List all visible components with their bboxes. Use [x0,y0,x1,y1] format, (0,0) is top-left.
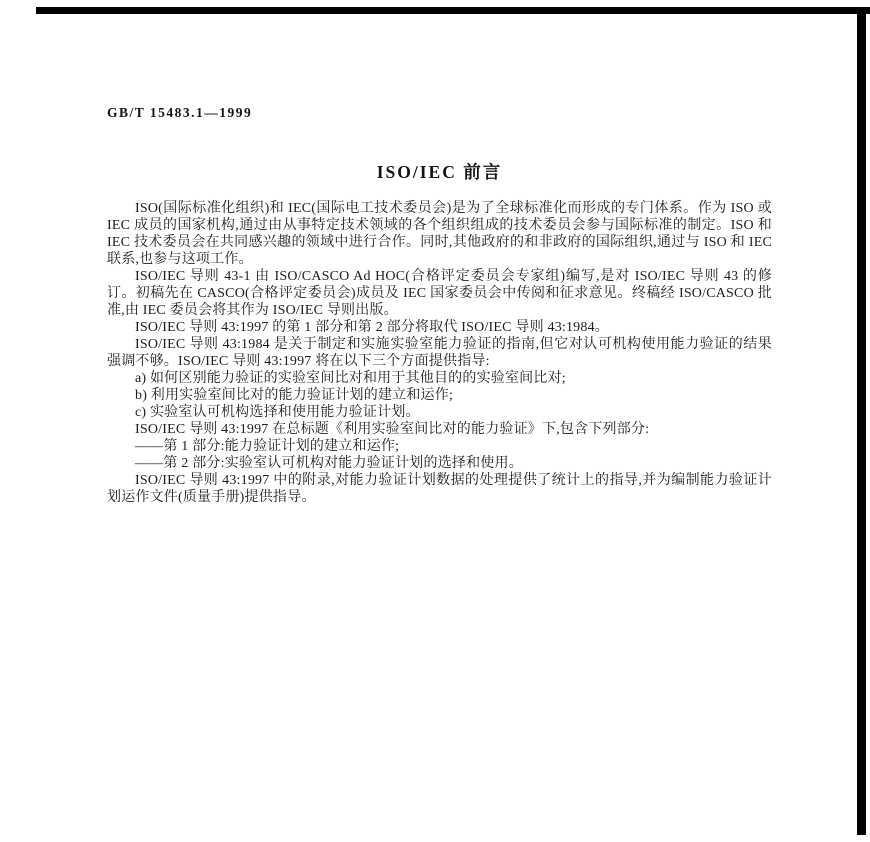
standard-code: GB/T 15483.1—1999 [107,105,253,120]
list-item: b) 利用实验室间比对的能力验证计划的建立和运作; [135,388,454,403]
paragraph: ISO/IEC 导则 43-1 由 ISO/CASCO Ad HOC(合格评定委员会专家组)编写,是对 ISO/IEC 导则 43 的修订。初稿先在 CASCO(合格评定委员会)成员及 IEC 国家委员会中传阅和征求意见。终稿经 ISO/CASCO 批准,由 IEC 委员会将其作为 ISO/IEC 导则出版。 [107,269,772,318]
paragraph: ISO/IEC 导则 43:1997 中的附录,对能力验证计划数据的处理提供了统计上的指导,并为编制能力验证计划运作文件(质量手册)提供指导。 [107,473,772,505]
section-title: ISO/IEC 前言 [376,162,503,182]
paragraph: ISO(国际标准化组织)和 IEC(国际电工技术委员会)是为了全球标准化而形成的专门体系。作为 ISO 或 IEC 成员的国家机构,通过由从事特定技术领域的各个组织组成的技术委员会参与国际标准的制定。ISO 和 IEC 技术委员会在共同感兴趣的领域中进行合作。同时,其他政府的和非政府的国际组织,通过与 ISO 和 IEC 联系,也参与这项工作。 [107,201,772,267]
dash-list-item: ——第 2 部分:实验室认可机构对能力验证计划的选择和使用。 [135,456,523,471]
paragraph: ISO/IEC 导则 43:1997 在总标题《利用实验室间比对的能力验证》下,包含下列部分: [135,422,650,437]
paragraph: ISO/IEC 导则 43:1984 是关于制定和实施实验室能力验证的指南,但它对认可机构使用能力验证的结果强调不够。ISO/IEC 导则 43:1997 将在以下三个方面提供指导: [107,337,772,369]
list-item: c) 实验室认可机构选择和使用能力验证计划。 [135,405,420,420]
scan-artifact-top-border [36,7,870,14]
paragraph: ISO/IEC 导则 43:1997 的第 1 部分和第 2 部分将取代 ISO/IEC 导则 43:1984。 [135,320,609,335]
list-item: a) 如何区别能力验证的实验室间比对和用于其他目的的实验室间比对; [135,371,566,386]
dash-list-item: ——第 1 部分:能力验证计划的建立和运作; [135,439,400,454]
scan-artifact-right-border [857,7,866,835]
document-body [107,200,772,506]
